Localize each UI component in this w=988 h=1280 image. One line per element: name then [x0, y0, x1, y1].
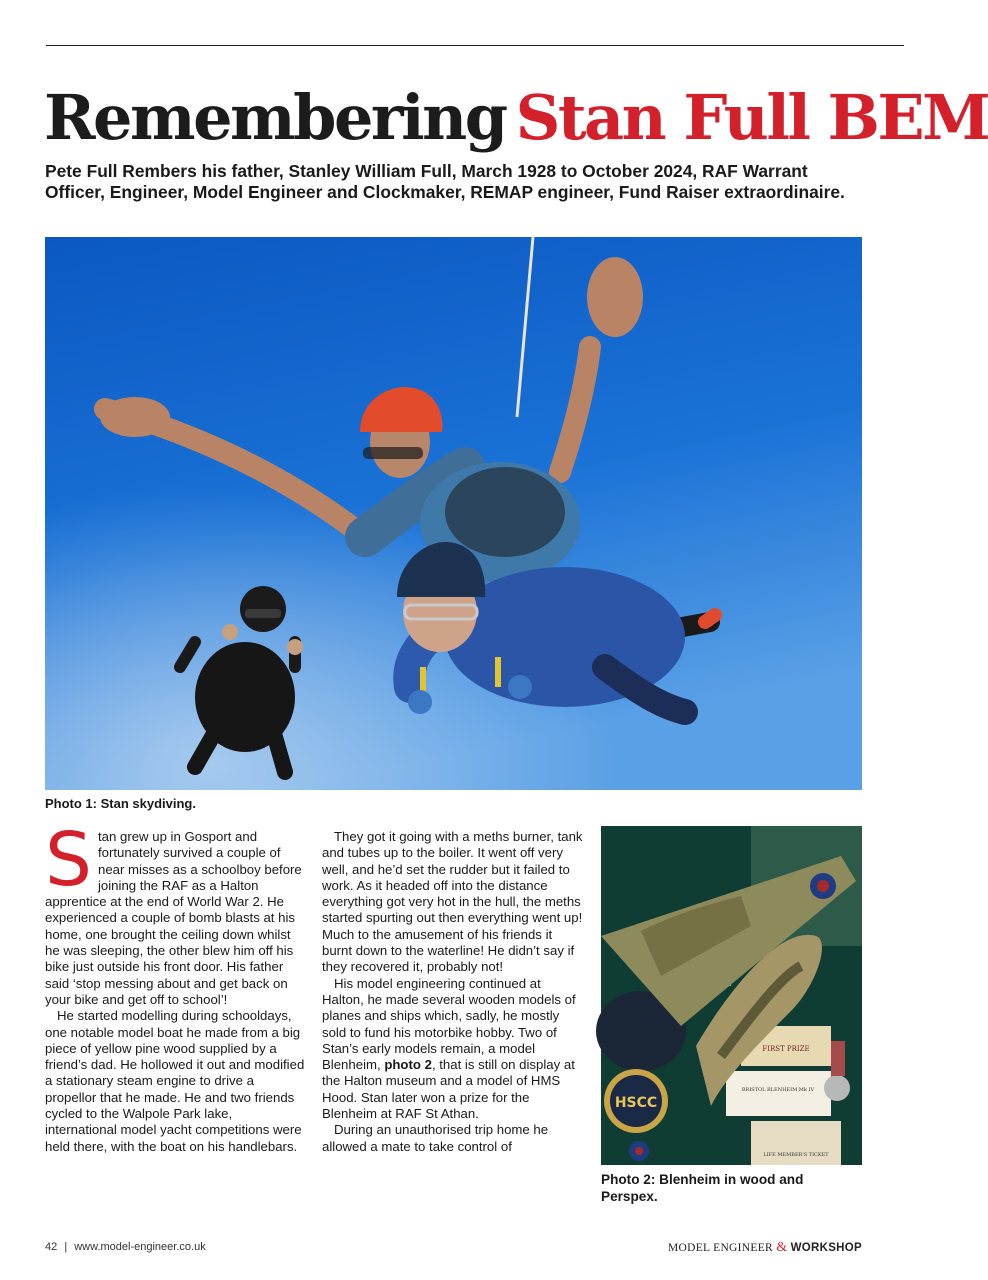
- paragraph-4: [322, 976, 585, 1123]
- page-number: 42: [45, 1241, 58, 1253]
- standfirst-text: Full Rembers his father, Stanley William Full, March 1928 to October 2024, RAF Warrant Officer, Engineer, Model Engineer and Clockmaker, REMAP engineer, Fund Raiser extraordinaire.: [45, 161, 845, 202]
- drop-cap: S: [45, 817, 92, 903]
- photo-skydiving: [45, 237, 862, 790]
- skydiving-illustration: [45, 237, 862, 790]
- title-part-2: Stan Full BEM: [515, 81, 988, 154]
- paragraph-1-text: tan grew up in Gosport and fortunately survived a couple of near misses as a schoolboy before joining the RAF as a Halton apprentice at the end of World War 2. He experienced a couple of bomb blasts at his home, one brought the ceiling down whilst he was sleeping, the other blew him off his bike just outside his front door. His father said ‘stop messing about and get back on your bike and get off to school’!: [45, 829, 302, 1007]
- body-column-1: [45, 817, 307, 1155]
- footer-url[interactable]: www.model-engineer.co.uk: [74, 1241, 206, 1253]
- magazine-name-part-1: MODEL ENGINEER: [667, 1242, 774, 1254]
- paragraph-4-text-a: His model engineering continued at Halton, he made several wooden models of planes and ships which, sadly, he mostly sold to fund his motorbike hobby. Two of Stan’s early models remain, a model Blenheim,: [322, 975, 576, 1073]
- standfirst: [45, 161, 865, 203]
- footer-separator: |: [64, 1241, 68, 1253]
- paragraph-4-text-b: , that is still on display at the Halton museum and a model of HMS Hood. Stan later won a prize for the Blenheim at RAF St Athan.: [322, 1057, 575, 1122]
- prize-card-text: FIRST PRIZE: [762, 1045, 810, 1053]
- standfirst-author: Pete: [45, 161, 82, 181]
- caption-photo-2: Photo 2: Blenheim in wood and Perspex.: [601, 1172, 804, 1204]
- title-part-1: Remembering: [44, 81, 506, 154]
- badge-text: HSCC: [614, 1095, 658, 1111]
- article-title: [44, 80, 988, 156]
- magazine-name: [668, 1240, 862, 1256]
- footer-left: [45, 1241, 206, 1253]
- card-text: LIFE MEMBER'S TICKET: [763, 1152, 829, 1158]
- caption-photo-1: Photo 1: Stan skydiving.: [45, 796, 196, 811]
- photo-blenheim: [601, 826, 862, 1165]
- paragraph-2: He started modelling during schooldays, one notable model boat he made from a big piece of yellow pine wood supplied by a friend’s dad. He hollowed it out and modified a stationary steam engine to drive a propellor that he made. He and two friends cycled to the Walpole Park lake, international model yacht competitions were held there, with the boat on his handlebars.: [45, 1008, 305, 1154]
- photo-reference: photo 2: [384, 1057, 432, 1073]
- magazine-ampersand: &: [776, 1240, 788, 1255]
- paragraph-1: [45, 817, 307, 1008]
- paragraph-5: During an unauthorised trip home he allowed a mate to take control of: [322, 1122, 549, 1154]
- paragraph-3: They got it going with a meths burner, tank and tubes up to the boiler. It went off very well, and he’d set the rudder but it failed to work. As it headed off into the distance everything got very hot in the hull, the meths started spurting out then everything went up! Much to the amusement of his friends it burnt down to the waterline! He didn’t say if they recovered it, probably not!: [322, 829, 583, 975]
- label-text: BRISTOL BLENHEIM Mk IV: [741, 1087, 815, 1093]
- top-rule: [46, 45, 904, 46]
- magazine-name-part-2: WORKSHOP: [790, 1242, 862, 1254]
- body-column-2: [322, 829, 585, 1155]
- blenheim-illustration: [601, 826, 862, 1165]
